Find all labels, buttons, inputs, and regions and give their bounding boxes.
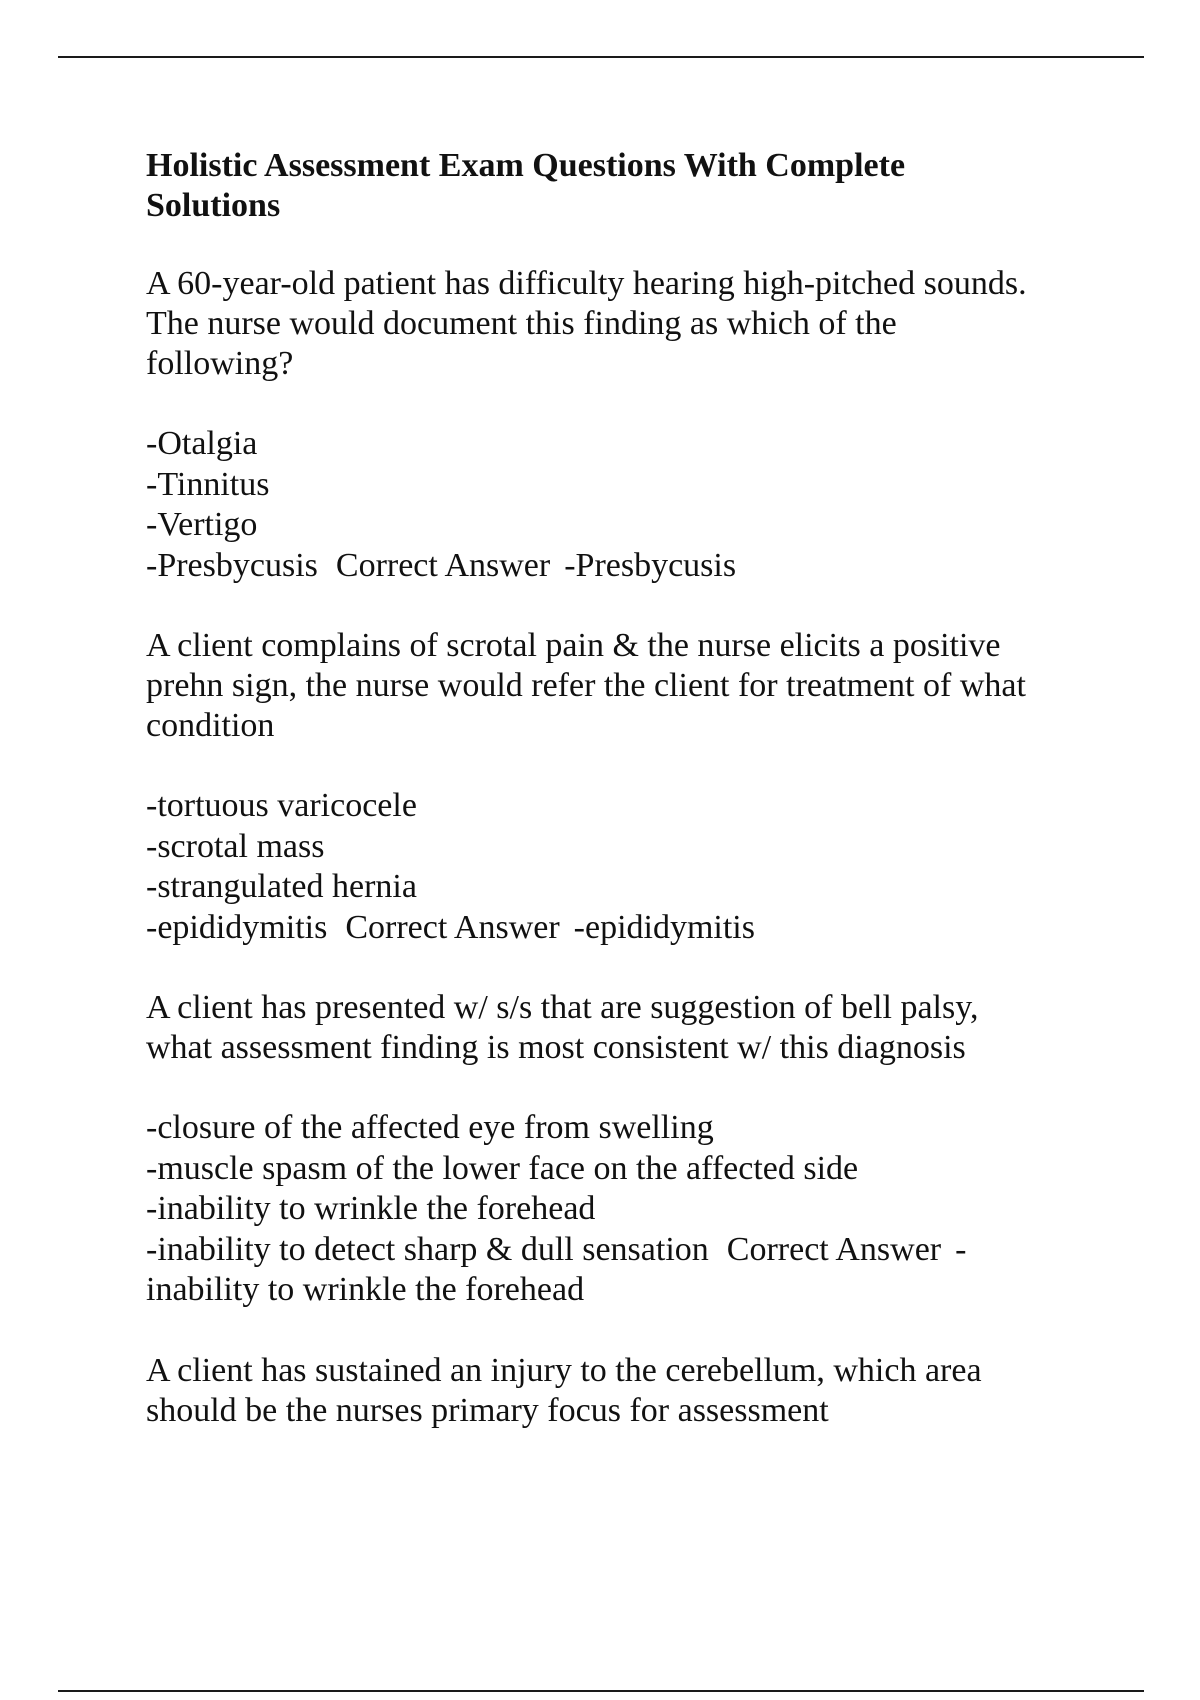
correct-answer-label: Correct Answer bbox=[345, 908, 560, 946]
question-3-text bbox=[146, 988, 1106, 1068]
option-with-answer bbox=[146, 1230, 1106, 1271]
header-rule bbox=[58, 56, 1144, 58]
question-line: following? bbox=[146, 345, 294, 382]
option: -muscle spasm of the lower face on the affected side bbox=[146, 1149, 859, 1187]
option: -Otalgia bbox=[146, 425, 258, 462]
correct-answer: - bbox=[955, 1230, 967, 1268]
correct-answer-continued: inability to wrinkle the forehead bbox=[146, 1271, 585, 1308]
title-line: Holistic Assessment Exam Questions With Complete bbox=[146, 147, 906, 184]
question-line: A 60-year-old patient has difficulty hearing high-pitched sounds. bbox=[146, 265, 1027, 302]
question-line: what assessment finding is most consistent w/ this diagnosis bbox=[146, 1029, 966, 1066]
question-2-options bbox=[146, 786, 1106, 948]
correct-answer-label: Correct Answer bbox=[726, 1230, 942, 1268]
option-with-answer bbox=[146, 546, 1106, 587]
option: -epididymitis bbox=[146, 908, 328, 946]
correct-answer: -Presbycusis bbox=[564, 546, 737, 584]
question-2-text bbox=[146, 626, 1106, 746]
question-line: The nurse would document this finding as which of the bbox=[146, 305, 897, 342]
question-line: A client complains of scrotal pain & the nurse elicits a positive bbox=[146, 627, 1001, 664]
question-1-text bbox=[146, 264, 1106, 384]
document-body bbox=[146, 146, 1106, 1471]
question-line: condition bbox=[146, 707, 275, 744]
option: -Vertigo bbox=[146, 506, 258, 543]
option: -strangulated hernia bbox=[146, 868, 417, 905]
option: -inability to wrinkle the forehead bbox=[146, 1190, 596, 1227]
option: -scrotal mass bbox=[146, 827, 325, 865]
option: -inability to detect sharp & dull sensation bbox=[146, 1230, 709, 1268]
option: -Tinnitus bbox=[146, 465, 270, 503]
question-line: A client has presented w/ s/s that are suggestion of bell palsy, bbox=[146, 989, 979, 1026]
question-line: A client has sustained an injury to the cerebellum, which area bbox=[146, 1351, 982, 1389]
option-with-answer bbox=[146, 908, 1106, 949]
option: -closure of the affected eye from swelling bbox=[146, 1109, 714, 1146]
title-line: Solutions bbox=[146, 187, 281, 224]
option: -Presbycusis bbox=[146, 546, 318, 584]
question-line: should be the nurses primary focus for assessment bbox=[146, 1391, 829, 1429]
question-1-options bbox=[146, 424, 1106, 586]
option: -tortuous varicocele bbox=[146, 787, 417, 824]
correct-answer-label: Correct Answer bbox=[335, 546, 551, 584]
question-3-options bbox=[146, 1108, 1106, 1311]
document-title bbox=[146, 146, 1106, 226]
footer-rule bbox=[58, 1690, 1144, 1692]
question-line: prehn sign, the nurse would refer the client for treatment of what bbox=[146, 667, 1026, 704]
correct-answer: -epididymitis bbox=[573, 908, 755, 946]
question-4-text bbox=[146, 1351, 1106, 1431]
